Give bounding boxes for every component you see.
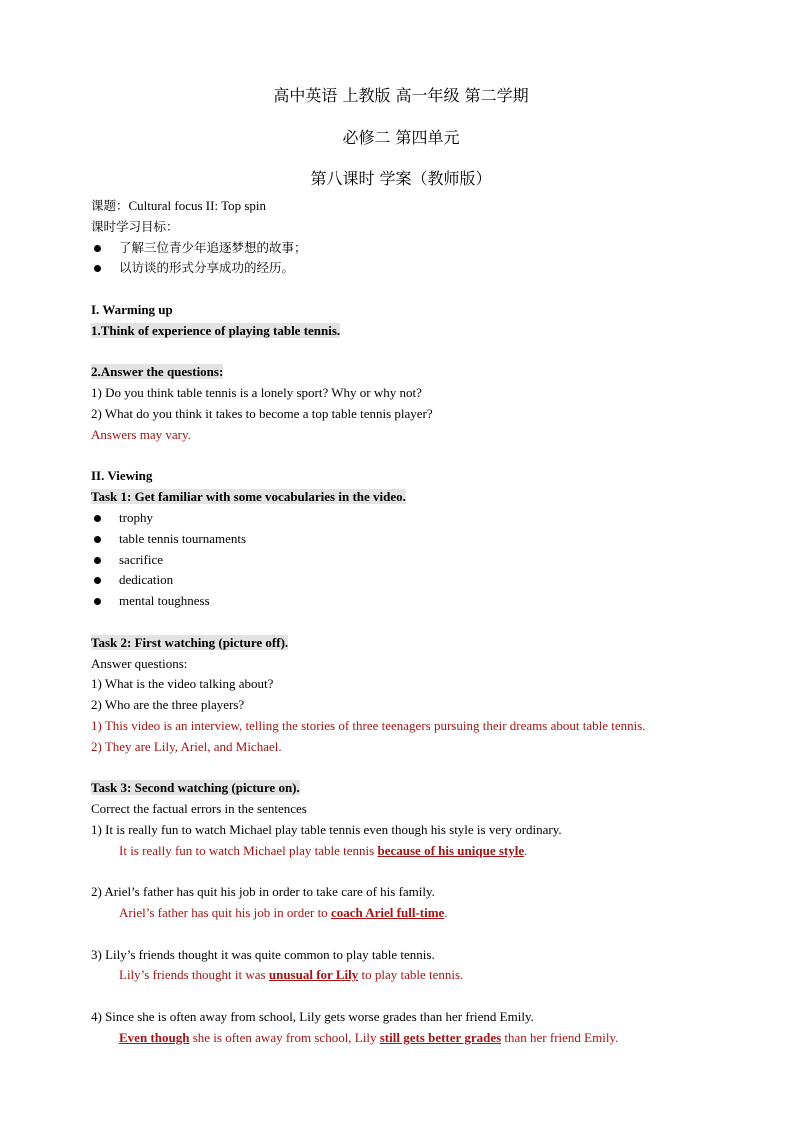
answer-correction: because of his unique style xyxy=(377,842,525,858)
task3-sentence-1: 1) It is really fun to watch Michael play table tennis even though his style is very ordinary. xyxy=(91,821,562,837)
warming-task-1: 1.Think of experience of playing table tennis. xyxy=(91,322,341,338)
answer-text: she is often away from school, Lily xyxy=(189,1029,380,1045)
task3-answer-1 xyxy=(91,841,711,862)
task3-answer-2 xyxy=(91,903,711,924)
task2-answer-1: 1) This video is an interview, telling the stories of three teenagers pursuing their dreams about table tennis. xyxy=(91,717,646,733)
task3-answer-4 xyxy=(91,1028,711,1049)
task3-intro: Correct the factual errors in the sentences xyxy=(91,801,307,817)
task3-sentence-2: 2) Ariel’s father has quit his job in order to take care of his family. xyxy=(91,884,435,900)
vocab-item: dedication xyxy=(91,570,711,591)
task2-answer-2: 2) They are Lily, Ariel, and Michael. xyxy=(91,738,282,754)
task2-intro: Answer questions: xyxy=(91,655,188,671)
task2-question-2: 2) Who are the three players? xyxy=(91,697,245,713)
answer-correction: coach Ariel full-time xyxy=(330,905,445,921)
objective-item: 了解三位青少年追逐梦想的故事； xyxy=(91,238,711,259)
warming-task-2: 2.Answer the questions: xyxy=(91,364,224,380)
objective-item: 以访谈的形式分享成功的经历。 xyxy=(91,258,711,279)
objectives-label: 课时学习目标： xyxy=(91,218,179,234)
answer-text: Ariel’s father has quit his job in order to xyxy=(119,905,331,921)
warming-question-2: 2) What do you think it takes to become a top table tennis player? xyxy=(91,405,433,421)
document-subtitle: 必修二 第四单元 xyxy=(342,128,460,147)
answer-correction: Even though xyxy=(119,1029,190,1045)
viewing-task-1: Task 1: Get familiar with some vocabularies in the video. xyxy=(91,489,406,505)
answer-text: It is really fun to watch Michael play table tennis xyxy=(119,842,378,858)
topic-label: 课题： xyxy=(91,198,129,213)
lesson-title: 第八课时 学案（教师版） xyxy=(310,169,492,188)
answer-correction: still gets better grades xyxy=(379,1029,502,1045)
vocab-item: table tennis tournaments xyxy=(91,529,711,550)
viewing-task-3: Task 3: Second watching (picture on). xyxy=(91,780,300,796)
vocab-item: sacrifice xyxy=(91,550,711,571)
topic-line xyxy=(91,196,711,217)
warming-question-1: 1) Do you think table tennis is a lonely sport? Why or why not? xyxy=(91,385,422,401)
task3-sentence-4: 4) Since she is often away from school, Lily gets worse grades than her friend Emily. xyxy=(91,1009,534,1025)
vocab-item: trophy xyxy=(91,508,711,529)
answer-text: to play table tennis. xyxy=(358,967,464,983)
document-title: 高中英语 上教版 高一年级 第二学期 xyxy=(273,86,529,105)
answer-text: . xyxy=(444,905,448,921)
answer-correction: unusual for Lily xyxy=(268,967,359,983)
topic-value: Cultural focus II: Top spin xyxy=(128,198,267,213)
warming-answer: Answers may vary. xyxy=(91,426,191,442)
viewing-task-2: Task 2: First watching (picture off). xyxy=(91,634,289,650)
answer-text: Lily’s friends thought it was xyxy=(119,967,269,983)
worksheet-page xyxy=(91,84,711,1049)
answer-text: . xyxy=(524,842,528,858)
vocab-item: mental toughness xyxy=(91,591,711,612)
section-heading-viewing: II. Viewing xyxy=(91,468,153,484)
task3-sentence-3: 3) Lily’s friends thought it was quite common to play table tennis. xyxy=(91,946,435,962)
task3-answer-3 xyxy=(91,965,711,986)
task2-question-1: 1) What is the video talking about? xyxy=(91,676,274,692)
section-heading-warming-up: I. Warming up xyxy=(91,301,173,317)
answer-text: than her friend Emily. xyxy=(501,1029,619,1045)
